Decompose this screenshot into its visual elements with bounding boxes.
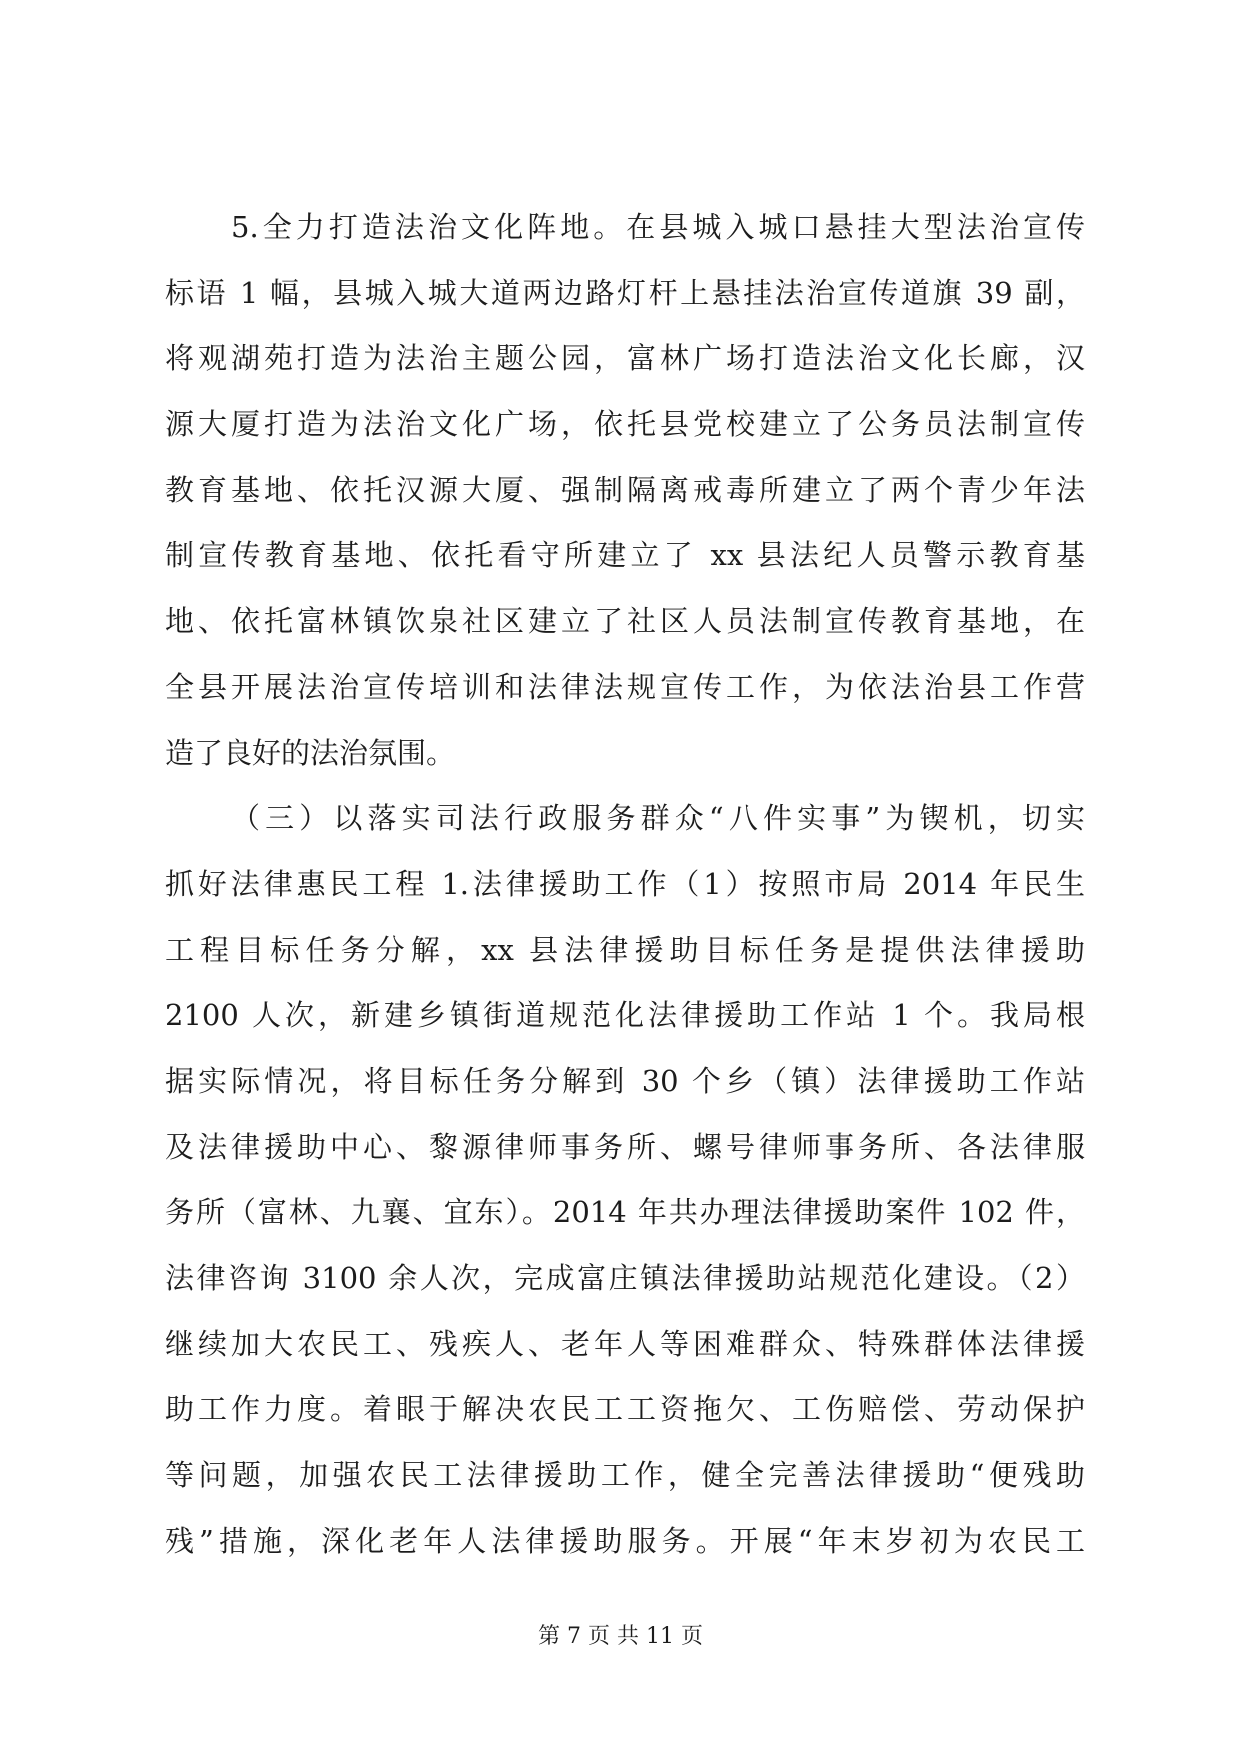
text-line: 残”措施，深化老年人法律援助服务。开展“年末岁初为农民工 bbox=[165, 1523, 1085, 1558]
text-line: 法律咨询 3100 余人次，完成富庄镇法律援助站规范化建设。（2） bbox=[165, 1261, 1085, 1295]
text-line: 据实际情况，将目标任务分解到 30 个乡（镇）法律援助工作站 bbox=[165, 1063, 1085, 1098]
text-line: 5.全力打造法治文化阵地。在县城入城口悬挂大型法治宣传 bbox=[231, 210, 1085, 244]
text-line: 教育基地、依托汉源大厦、强制隔离戒毒所建立了两个青少年法 bbox=[165, 472, 1085, 507]
text-line: 制宣传教育基地、依托看守所建立了 xx 县法纪人员警示教育基 bbox=[165, 538, 1085, 573]
text-line: 全县开展法治宣传培训和法律法规宣传工作，为依法治县工作营 bbox=[165, 669, 1085, 704]
page-number-footer: 第 7 页 共 11 页 bbox=[538, 1624, 703, 1649]
paragraph-legal-aid bbox=[165, 786, 1085, 1574]
text-line: 继续加大农民工、残疾人、老年人等困难群众、特殊群体法律援 bbox=[165, 1326, 1085, 1361]
text-line: （三）以落实司法行政服务群众“八件实事”为锲机，切实 bbox=[231, 801, 1085, 836]
text-line: 标语 1 幅，县城入城大道两边路灯杆上悬挂法治宣传道旗 39 副， bbox=[165, 275, 1085, 310]
text-line: 及法律援助中心、黎源律师事务所、螺号律师事务所、各法律服 bbox=[165, 1129, 1085, 1164]
text-line: 源大厦打造为法治文化广场，依托县党校建立了公务员法制宣传 bbox=[165, 407, 1085, 442]
text-line: 等问题，加强农民工法律援助工作，健全完善法律援助“便残助 bbox=[165, 1458, 1085, 1493]
text-line: 将观湖苑打造为法治主题公园，富林广场打造法治文化长廊，汉 bbox=[165, 341, 1085, 376]
text-line: 2100 人次，新建乡镇街道规范化法律援助工作站 1 个。我局根 bbox=[165, 998, 1085, 1033]
text-line: 工程目标任务分解，xx 县法律援助目标任务是提供法律援助 bbox=[165, 932, 1085, 967]
text-line: 助工作力度。着眼于解决农民工工资拖欠、工伤赔偿、劳动保护 bbox=[165, 1392, 1085, 1427]
document-body bbox=[165, 195, 1085, 1574]
text-line: 抓好法律惠民工程 1.法律援助工作（1）按照市局 2014 年民生 bbox=[165, 866, 1085, 901]
text-line: 务所（富林、九襄、宜东）。2014 年共办理法律援助案件 102 件， bbox=[165, 1195, 1085, 1230]
text-line: 造了良好的法治氛围。 bbox=[165, 735, 456, 770]
text-line: 地、依托富林镇饮泉社区建立了社区人员法制宣传教育基地，在 bbox=[165, 604, 1085, 639]
paragraph-legal-culture bbox=[165, 195, 1085, 786]
